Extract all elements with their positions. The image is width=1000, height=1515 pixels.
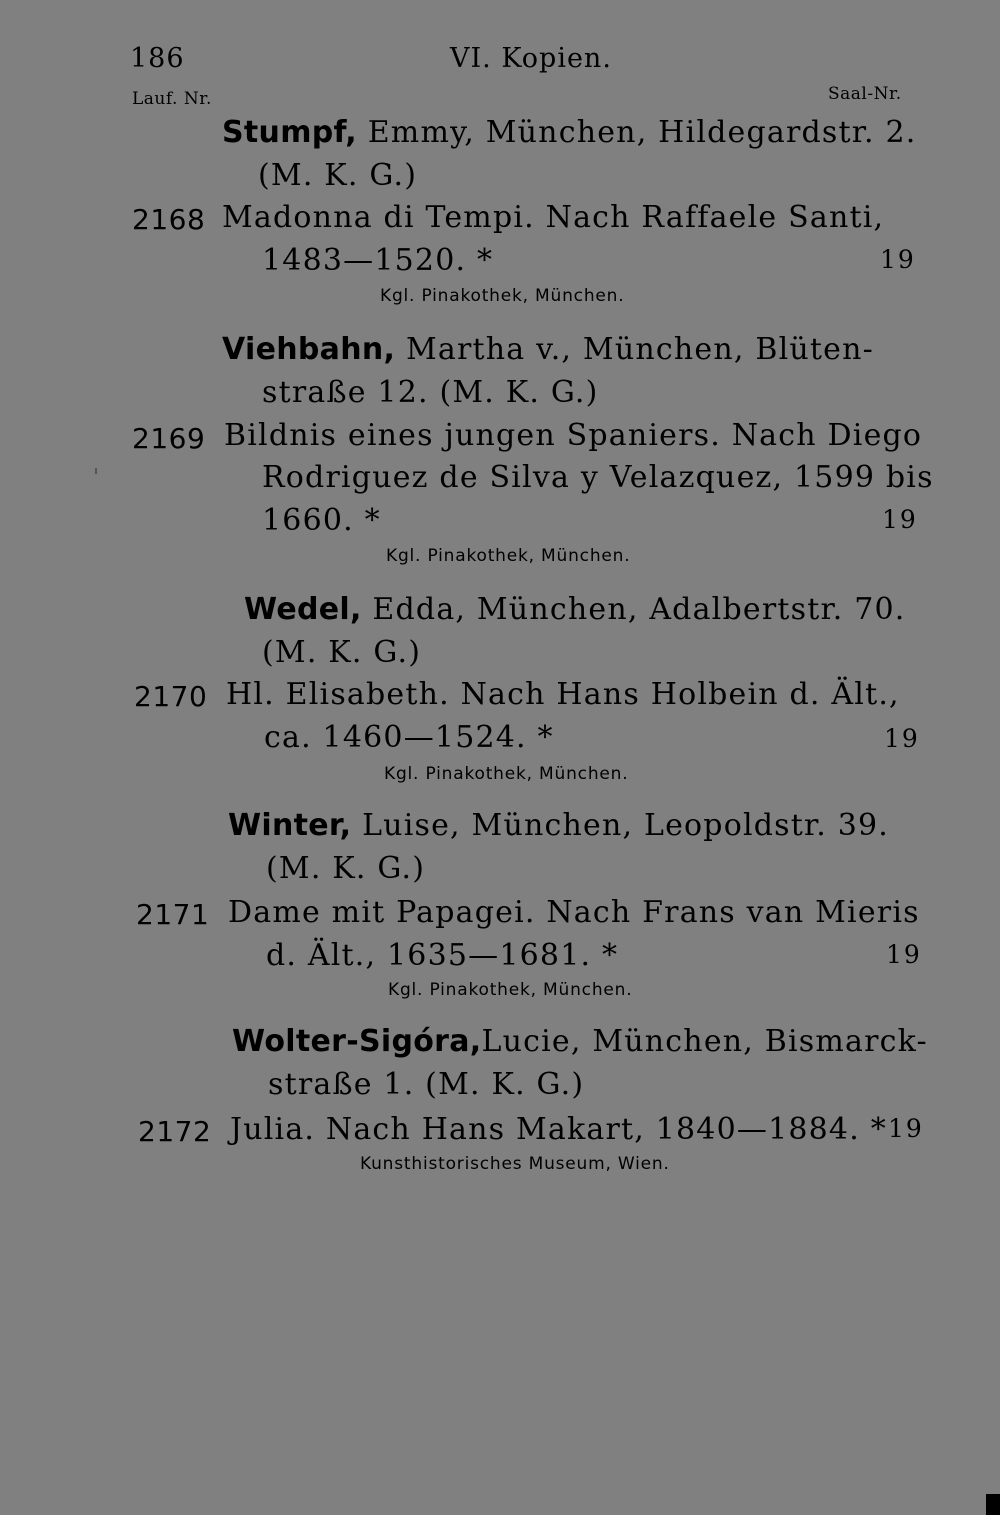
lauf-nr: 2172 — [138, 1115, 212, 1148]
scan-edge-mark — [986, 1494, 1000, 1515]
artist-line — [222, 115, 917, 150]
column-header-lauf-nr: Lauf. Nr. — [132, 89, 212, 109]
work-title: Hl. Elisabeth. Nach Hans Holbein d. Ält., — [226, 677, 900, 712]
lauf-nr: 2169 — [132, 422, 206, 455]
collection-location: Kgl. Pinakothek, München. — [388, 980, 633, 1000]
work-title-cont: Rodriguez de Silva y Velazquez, 1599 bis — [262, 460, 934, 495]
artist-line — [228, 808, 889, 843]
collection-location: Kgl. Pinakothek, München. — [384, 764, 629, 784]
artist-name: Viehbahn, — [222, 332, 396, 367]
work-dates: d. Ält., 1635—1681. * — [266, 938, 619, 973]
artist-line — [244, 592, 906, 627]
work-title: Bildnis eines jungen Spaniers. Nach Diego — [224, 418, 923, 453]
work-title: Julia. Nach Hans Makart, 1840—1884. * — [230, 1112, 887, 1147]
lauf-nr: 2170 — [134, 680, 208, 713]
artist-society: straße 1. (M. K. G.) — [268, 1067, 585, 1102]
artist-details: Lucie, München, Bismarck- — [481, 1024, 928, 1059]
work-title: Dame mit Papagei. Nach Frans van Mieris — [228, 895, 920, 930]
artist-society: (M. K. G.) — [262, 635, 422, 670]
collection-location: Kunsthistorisches Museum, Wien. — [360, 1154, 670, 1174]
artist-details: Edda, München, Adalbertstr. 70. — [372, 592, 906, 627]
artist-name: Wolter-Sigóra, — [232, 1024, 482, 1059]
artist-society: straße 12. (M. K. G.) — [262, 375, 599, 410]
lauf-nr: 2168 — [132, 203, 206, 236]
collection-location: Kgl. Pinakothek, München. — [386, 546, 631, 566]
artist-line — [232, 1024, 928, 1059]
running-title: VI. Kopien. — [450, 43, 612, 74]
saal-nr: 19 — [884, 724, 920, 753]
artist-name: Winter, — [228, 808, 352, 843]
artist-society: (M. K. G.) — [266, 851, 426, 886]
scan-speck — [95, 468, 97, 474]
artist-name: Stumpf, — [222, 115, 357, 150]
collection-location: Kgl. Pinakothek, München. — [380, 286, 625, 306]
artist-details: Martha v., München, Blüten- — [405, 332, 874, 367]
saal-nr: 19 — [888, 1114, 924, 1143]
lauf-nr: 2171 — [136, 898, 210, 931]
work-title: Madonna di Tempi. Nach Raffaele Santi, — [222, 200, 885, 235]
column-header-saal-nr: Saal-Nr. — [828, 84, 902, 104]
artist-name: Wedel, — [244, 592, 362, 627]
artist-details: Luise, München, Leopoldstr. 39. — [362, 808, 890, 843]
saal-nr: 19 — [880, 245, 916, 274]
work-dates: 1660. * — [262, 503, 381, 538]
page-number: 186 — [130, 43, 185, 74]
saal-nr: 19 — [882, 505, 918, 534]
artist-line — [222, 332, 874, 367]
saal-nr: 19 — [886, 940, 922, 969]
work-dates: 1483—1520. * — [262, 243, 494, 278]
artist-society: (M. K. G.) — [258, 158, 418, 193]
artist-details: Emmy, München, Hildegardstr. 2. — [367, 115, 917, 150]
work-dates: ca. 1460—1524. * — [264, 720, 554, 755]
